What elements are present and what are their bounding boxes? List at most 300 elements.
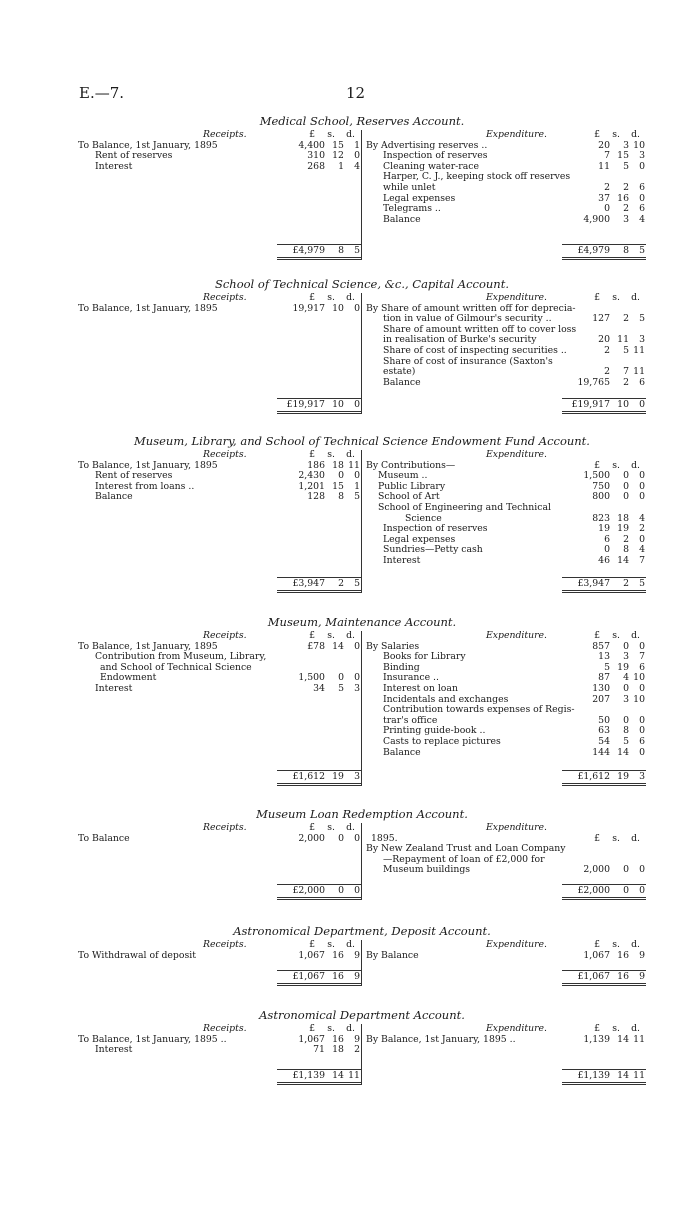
currency-pound-heading: £ xyxy=(309,448,315,460)
total-pounds: £1,612 xyxy=(292,770,325,782)
expenditure-line xyxy=(366,1035,646,1046)
receipt-line xyxy=(78,951,361,962)
line-description: To Balance xyxy=(78,832,130,844)
expenditure-column xyxy=(362,450,646,593)
shillings-value: 18 xyxy=(332,1044,344,1056)
pounds-value: 128 xyxy=(307,491,325,503)
shillings-value: 8 xyxy=(338,491,344,503)
pence-value: 9 xyxy=(354,1033,360,1045)
line-description: Legal expenses xyxy=(382,533,456,545)
shillings-value: 18 xyxy=(617,512,629,524)
currency-pence-heading: d. xyxy=(346,629,355,641)
account-title: Astronomical Department Account. xyxy=(259,1008,465,1022)
currency-pound-heading: £ xyxy=(594,938,600,950)
currency-shilling-heading: s. xyxy=(612,1022,620,1034)
pence-value: 11 xyxy=(633,1033,645,1045)
currency-pound-heading: £ xyxy=(594,1022,600,1034)
line-description: By Share of amount written off for deprecia- xyxy=(365,302,576,314)
currency-pound-heading: £ xyxy=(594,629,600,641)
currency-pound-heading: £ xyxy=(309,629,315,641)
account-title: Astronomical Department, Deposit Account. xyxy=(233,924,491,938)
expenditure-line xyxy=(366,684,646,695)
expenditure-line xyxy=(366,556,646,567)
total-pounds: £3,947 xyxy=(292,577,325,589)
receipt-line xyxy=(78,162,361,173)
expenditure-label: Expenditure. xyxy=(485,1022,548,1034)
pence-value: 10 xyxy=(633,139,645,151)
expenditure-line xyxy=(366,378,646,389)
line-description: Share of cost of inspecting securities .. xyxy=(382,344,567,356)
currency-pound-heading: £ xyxy=(309,938,315,950)
currency-pence-heading: d. xyxy=(346,448,355,460)
pence-value: 7 xyxy=(639,554,645,566)
line-description: Balance xyxy=(382,213,421,225)
pence-value: 0 xyxy=(639,714,645,726)
pence-value: 6 xyxy=(639,735,645,747)
total-pence: 11 xyxy=(633,1069,645,1081)
line-description: Museum buildings xyxy=(382,864,471,876)
line-description: Rent of reserves xyxy=(95,470,173,482)
currency-shilling-heading: s. xyxy=(327,448,335,460)
expenditure-label: Expenditure. xyxy=(485,821,548,833)
account-title: Museum Loan Redemption Account. xyxy=(256,807,468,821)
expenditure-line xyxy=(366,737,646,748)
pounds-value: 4,400 xyxy=(298,139,325,151)
line-description: By Balance xyxy=(365,949,419,961)
currency-pound-heading: £ xyxy=(594,291,600,303)
pounds-value: 1,067 xyxy=(583,949,610,961)
total-pence: 5 xyxy=(639,244,645,256)
currency-shilling-heading: s. xyxy=(327,629,335,641)
currency-shilling-heading: s. xyxy=(612,459,620,471)
account-section xyxy=(78,116,646,260)
pence-value: 1 xyxy=(354,480,360,492)
pounds-value: 54 xyxy=(598,735,610,747)
pence-value: 0 xyxy=(354,672,360,684)
pence-value: 0 xyxy=(354,302,360,314)
shillings-value: 15 xyxy=(332,480,344,492)
account-section xyxy=(78,926,646,986)
shillings-value: 8 xyxy=(623,544,629,556)
total-pence: 0 xyxy=(639,884,645,896)
pence-value: 2 xyxy=(354,1044,360,1056)
shillings-value: 0 xyxy=(623,640,629,652)
currency-shilling-heading: s. xyxy=(327,1022,335,1034)
receipt-line xyxy=(78,834,361,845)
pounds-value: 6 xyxy=(604,533,610,545)
line-description: 1895. xyxy=(370,832,398,844)
pounds-value: 268 xyxy=(307,160,325,172)
expenditure-column xyxy=(362,940,646,986)
pence-value: 0 xyxy=(639,470,645,482)
pounds-value: 0 xyxy=(604,203,610,215)
expenditure-line xyxy=(366,951,646,962)
shillings-value: 3 xyxy=(623,213,629,225)
shillings-value: 7 xyxy=(623,366,629,378)
receipts-total xyxy=(277,1069,361,1086)
pounds-value: 7 xyxy=(604,150,610,162)
shillings-value: 16 xyxy=(332,949,344,961)
shillings-value: 0 xyxy=(338,672,344,684)
total-shillings: 10 xyxy=(332,398,344,410)
pounds-value: 2 xyxy=(604,344,610,356)
line-description: Interest xyxy=(95,682,133,694)
pounds-value: 0 xyxy=(604,544,610,556)
receipt-line xyxy=(78,1045,361,1056)
expenditure-total xyxy=(562,244,646,261)
pence-value: 0 xyxy=(639,682,645,694)
total-pounds: £3,947 xyxy=(577,577,610,589)
shillings-value: 2 xyxy=(623,313,629,325)
shillings-value: 0 xyxy=(338,832,344,844)
pounds-value: 144 xyxy=(592,746,610,758)
total-shillings: 14 xyxy=(617,1069,629,1081)
line-description: Contribution from Museum, Library, xyxy=(95,651,267,663)
total-shillings: 19 xyxy=(332,770,344,782)
pounds-value: 1,067 xyxy=(298,1033,325,1045)
currency-pence-heading: d. xyxy=(346,291,355,303)
shillings-value: 3 xyxy=(623,139,629,151)
pence-value: 10 xyxy=(633,672,645,684)
shillings-value: 11 xyxy=(617,334,629,346)
shillings-value: 14 xyxy=(332,640,344,652)
receipts-label: Receipts. xyxy=(203,291,247,303)
currency-pence-heading: d. xyxy=(631,938,640,950)
pounds-value: 2,000 xyxy=(583,864,610,876)
shillings-value: 0 xyxy=(623,480,629,492)
receipts-label: Receipts. xyxy=(203,629,247,641)
line-description: Rent of reserves xyxy=(95,150,173,162)
shillings-value: 5 xyxy=(338,682,344,694)
expenditure-line xyxy=(366,503,646,514)
total-pounds: £1,139 xyxy=(292,1069,325,1081)
currency-pence-heading: d. xyxy=(631,629,640,641)
shillings-value: 0 xyxy=(623,714,629,726)
pounds-value: 2,430 xyxy=(298,470,325,482)
currency-shilling-heading: s. xyxy=(327,128,335,140)
line-description: Telegrams .. xyxy=(382,203,441,215)
total-pounds: £2,000 xyxy=(577,884,610,896)
pence-value: 2 xyxy=(639,523,645,535)
currency-pence-heading: d. xyxy=(631,1022,640,1034)
pence-value: 7 xyxy=(639,651,645,663)
currency-shilling-heading: s. xyxy=(612,629,620,641)
line-description: Share of cost of insurance (Saxton's xyxy=(382,355,553,367)
currency-pence-heading: d. xyxy=(631,291,640,303)
total-pounds: £4,979 xyxy=(577,244,610,256)
currency-shilling-heading: s. xyxy=(612,128,620,140)
expenditure-line xyxy=(366,215,646,226)
receipts-column xyxy=(78,450,362,593)
line-description: To Balance, 1st January, 1895 .. xyxy=(78,1033,227,1045)
expenditure-label: Expenditure. xyxy=(485,938,548,950)
pence-value: 0 xyxy=(354,470,360,482)
document-code: E.—7. xyxy=(79,84,125,102)
expenditure-label: Expenditure. xyxy=(485,448,548,460)
currency-pound-heading: £ xyxy=(309,291,315,303)
receipts-label: Receipts. xyxy=(203,448,247,460)
line-description: Balance xyxy=(382,746,421,758)
pence-value: 0 xyxy=(354,150,360,162)
pounds-value: 71 xyxy=(313,1044,325,1056)
pounds-value: 19 xyxy=(598,523,610,535)
line-description: Interest xyxy=(382,554,421,566)
pounds-value: 2,000 xyxy=(298,832,325,844)
pence-value: 0 xyxy=(354,640,360,652)
total-pence: 11 xyxy=(348,1069,360,1081)
expenditure-label: Expenditure. xyxy=(485,629,548,641)
expenditure-total xyxy=(562,970,646,987)
pounds-value: 2 xyxy=(604,181,610,193)
shillings-value: 10 xyxy=(332,302,344,314)
total-pence: 5 xyxy=(354,577,360,589)
currency-pound-heading: £ xyxy=(309,1022,315,1034)
account-title: Medical School, Reserves Account. xyxy=(259,114,465,128)
pence-value: 10 xyxy=(633,693,645,705)
pounds-value: 37 xyxy=(598,192,610,204)
currency-pound-heading: £ xyxy=(309,128,315,140)
pence-value: 6 xyxy=(639,203,645,215)
shillings-value: 3 xyxy=(623,651,629,663)
pence-value: 0 xyxy=(639,491,645,503)
total-pence: 0 xyxy=(354,398,360,410)
shillings-value: 2 xyxy=(623,203,629,215)
total-pounds: £19,917 xyxy=(571,398,610,410)
pounds-value: 20 xyxy=(598,139,610,151)
receipts-column xyxy=(78,823,362,900)
line-description: To Balance, 1st January, 1895 xyxy=(78,640,218,652)
line-description: Legal expenses xyxy=(382,192,456,204)
line-description: in realisation of Burke's security xyxy=(382,334,537,346)
receipts-total xyxy=(277,970,361,987)
pence-value: 0 xyxy=(639,192,645,204)
expenditure-line xyxy=(366,748,646,759)
account-section xyxy=(78,436,646,593)
shillings-value: 15 xyxy=(332,139,344,151)
shillings-value: 3 xyxy=(623,693,629,705)
receipts-column xyxy=(78,631,362,786)
total-pounds: £1,139 xyxy=(577,1069,610,1081)
currency-pound-heading: £ xyxy=(309,821,315,833)
pounds-value: 50 xyxy=(598,714,610,726)
pounds-value: 11 xyxy=(598,160,610,172)
line-description: Printing guide-book .. xyxy=(382,725,486,737)
currency-pence-heading: d. xyxy=(346,938,355,950)
currency-pence-heading: d. xyxy=(346,821,355,833)
line-description: Inspection of reserves xyxy=(382,523,488,535)
total-pounds: £1,612 xyxy=(577,770,610,782)
pence-value: 6 xyxy=(639,661,645,673)
line-description: Interest from loans .. xyxy=(95,480,195,492)
pence-value: 3 xyxy=(639,334,645,346)
pence-value: 5 xyxy=(639,313,645,325)
account-section xyxy=(78,279,646,414)
pounds-value: 1,067 xyxy=(298,949,325,961)
pence-value: 4 xyxy=(639,512,645,524)
shillings-value: 16 xyxy=(617,949,629,961)
pence-value: 3 xyxy=(639,150,645,162)
pence-value: 0 xyxy=(639,480,645,492)
expenditure-label: Expenditure. xyxy=(485,291,548,303)
expenditure-line xyxy=(366,865,646,876)
currency-pound-heading: £ xyxy=(594,128,600,140)
line-description: Interest on loan xyxy=(382,682,458,694)
total-pence: 0 xyxy=(639,398,645,410)
shillings-value: 19 xyxy=(617,523,629,535)
line-description: Harper, C. J., keeping stock off reserves xyxy=(382,171,571,183)
shillings-value: 2 xyxy=(623,181,629,193)
pence-value: 6 xyxy=(639,376,645,388)
shillings-value: 5 xyxy=(623,160,629,172)
currency-shilling-heading: s. xyxy=(327,938,335,950)
receipts-total xyxy=(277,244,361,261)
pence-value: 0 xyxy=(639,640,645,652)
pounds-value: 13 xyxy=(598,651,610,663)
line-description: To Withdrawal of deposit xyxy=(78,949,196,961)
line-description: By Contributions— xyxy=(365,459,456,471)
shillings-value: 16 xyxy=(617,192,629,204)
line-description: Interest xyxy=(95,160,133,172)
pence-value: 5 xyxy=(354,491,360,503)
shillings-value: 12 xyxy=(332,150,344,162)
currency-shilling-heading: s. xyxy=(612,291,620,303)
pounds-value: 2 xyxy=(604,366,610,378)
line-description: Insurance .. xyxy=(382,672,439,684)
shillings-value: 14 xyxy=(617,554,629,566)
total-shillings: 10 xyxy=(617,398,629,410)
total-pounds: £4,979 xyxy=(292,244,325,256)
expenditure-column xyxy=(362,130,646,260)
receipt-line xyxy=(78,684,361,695)
shillings-value: 8 xyxy=(623,725,629,737)
line-description: while unlet xyxy=(382,181,436,193)
expenditure-line xyxy=(366,346,646,357)
receipt-line xyxy=(78,304,361,315)
currency-pence-heading: d. xyxy=(346,128,355,140)
currency-pound-heading: £ xyxy=(594,832,600,844)
account-title: Museum, Maintenance Account. xyxy=(267,615,457,629)
line-description: Public Library xyxy=(377,480,446,492)
pence-value: 1 xyxy=(354,139,360,151)
line-description: By Advertising reserves .. xyxy=(365,139,488,151)
expenditure-total xyxy=(562,577,646,594)
shillings-value: 0 xyxy=(623,491,629,503)
pence-value: 9 xyxy=(639,949,645,961)
receipt-line xyxy=(78,492,361,503)
pounds-value: 823 xyxy=(592,512,610,524)
currency-shilling-heading: s. xyxy=(612,832,620,844)
line-description: Endowment xyxy=(100,672,157,684)
currency-pence-heading: d. xyxy=(631,128,640,140)
pounds-value: 186 xyxy=(307,459,325,471)
expenditure-line xyxy=(366,183,646,194)
pence-value: 4 xyxy=(639,544,645,556)
total-pounds: £1,067 xyxy=(292,970,325,982)
line-description: By Balance, 1st January, 1895 .. xyxy=(365,1033,516,1045)
account-section xyxy=(78,809,646,900)
pounds-value: 1,500 xyxy=(298,672,325,684)
pence-value: 0 xyxy=(354,832,360,844)
pence-value: 6 xyxy=(639,181,645,193)
total-shillings: 14 xyxy=(332,1069,344,1081)
currency-shilling-heading: s. xyxy=(327,291,335,303)
pence-value: 11 xyxy=(633,366,645,378)
line-description: School of Art xyxy=(377,491,440,503)
shillings-value: 0 xyxy=(338,470,344,482)
receipts-total xyxy=(277,577,361,594)
total-pence: 5 xyxy=(639,577,645,589)
shillings-value: 0 xyxy=(623,864,629,876)
pounds-value: 46 xyxy=(598,554,610,566)
line-description: To Balance, 1st January, 1895 xyxy=(78,139,218,151)
pounds-value: 20 xyxy=(598,334,610,346)
expenditure-column xyxy=(362,823,646,900)
total-pounds: £19,917 xyxy=(286,398,325,410)
line-description: tion in value of Gilmour's security .. xyxy=(382,313,552,325)
shillings-value: 0 xyxy=(623,470,629,482)
currency-pence-heading: d. xyxy=(346,1022,355,1034)
pounds-value: 1,139 xyxy=(583,1033,610,1045)
currency-shilling-heading: s. xyxy=(612,938,620,950)
line-description: Share of amount written off to cover loss xyxy=(382,323,577,335)
line-description: Sundries—Petty cash xyxy=(382,544,483,556)
pence-value: 0 xyxy=(639,725,645,737)
expenditure-total xyxy=(562,1069,646,1086)
pence-value: 9 xyxy=(354,949,360,961)
pounds-value: 130 xyxy=(592,682,610,694)
line-description: Science xyxy=(404,512,442,524)
expenditure-column xyxy=(362,293,646,414)
currency-shilling-heading: s. xyxy=(327,821,335,833)
total-shillings: 0 xyxy=(623,884,629,896)
receipts-column xyxy=(78,1024,362,1085)
line-description: estate) xyxy=(382,366,416,378)
pounds-value: 127 xyxy=(592,313,610,325)
account-title: School of Technical Science, &c., Capital Account. xyxy=(214,277,509,291)
pounds-value: 207 xyxy=(592,693,610,705)
receipts-label: Receipts. xyxy=(203,821,247,833)
pounds-value: 63 xyxy=(598,725,610,737)
total-shillings: 2 xyxy=(338,577,344,589)
line-description: Incidentals and exchanges xyxy=(382,693,509,705)
pounds-value: 857 xyxy=(592,640,610,652)
total-pounds: £1,067 xyxy=(577,970,610,982)
currency-pence-heading: d. xyxy=(631,459,640,471)
receipts-total xyxy=(277,884,361,901)
shillings-value: 5 xyxy=(623,735,629,747)
pounds-value: 19,917 xyxy=(292,302,325,314)
shillings-value: 14 xyxy=(617,746,629,758)
total-shillings: 16 xyxy=(332,970,344,982)
line-description: Contribution towards expenses of Regis- xyxy=(382,704,575,716)
total-pence: 3 xyxy=(639,770,645,782)
expenditure-column xyxy=(362,1024,646,1085)
pence-value: 11 xyxy=(633,344,645,356)
pounds-value: 34 xyxy=(313,682,325,694)
line-description: Balance xyxy=(95,491,133,503)
shillings-value: 2 xyxy=(623,376,629,388)
currency-pence-heading: d. xyxy=(631,832,640,844)
account-section xyxy=(78,617,646,786)
receipts-column xyxy=(78,940,362,986)
pounds-value: 4,900 xyxy=(583,213,610,225)
line-description: Balance xyxy=(382,376,421,388)
total-pence: 3 xyxy=(354,770,360,782)
pence-value: 3 xyxy=(354,682,360,694)
line-description: and School of Technical Science xyxy=(100,661,252,673)
pounds-value: £78 xyxy=(307,640,325,652)
expenditure-column xyxy=(362,631,646,786)
